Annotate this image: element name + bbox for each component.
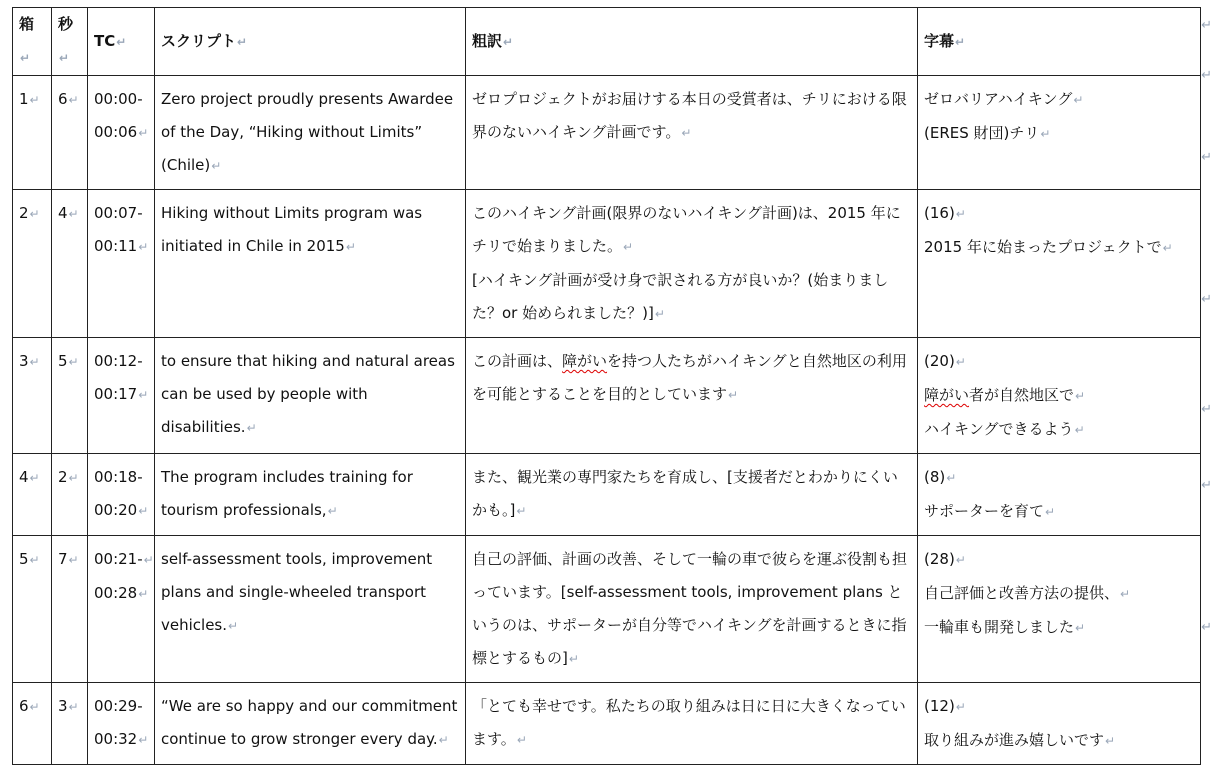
- cell-sec[interactable]: 7↵: [52, 536, 88, 683]
- row-end-mark: ↵: [1201, 292, 1212, 307]
- row-end-mark: ↵: [1201, 150, 1212, 165]
- cell-draft[interactable]: また、観光業の専門家たちを育成し、[支援者だとわかりにくいかも。]↵: [466, 454, 918, 536]
- table-row: [13, 536, 1201, 683]
- table-row: [13, 76, 1201, 190]
- header-row: [13, 8, 1201, 76]
- spellcheck-underline: 障がい: [562, 352, 608, 370]
- cell-script[interactable]: self-assessment tools, improvement plans and single-wheeled transport vehicles.↵: [155, 536, 466, 683]
- cell-tc[interactable]: 00:00- 00:06↵: [88, 76, 155, 190]
- cell-subtitle[interactable]: (16)↵ 2015 年に始まったプロジェクトで↵: [918, 190, 1201, 338]
- row-end-mark: ↵: [1201, 478, 1212, 493]
- cell-sec[interactable]: 6↵: [52, 76, 88, 190]
- cell-script[interactable]: “We are so happy and our commitment continue to grow stronger every day.↵: [155, 683, 466, 765]
- cell-subtitle[interactable]: (20)↵ 障がい者が自然地区で↵ ハイキングできるよう↵: [918, 338, 1201, 454]
- row-end-mark: ↵: [1201, 620, 1212, 635]
- cell-script[interactable]: to ensure that hiking and natural areas can be used by people with disabilities.↵: [155, 338, 466, 454]
- header-script[interactable]: スクリプト↵: [155, 8, 466, 76]
- subtitle-translation-table: [12, 7, 1201, 765]
- row-end-mark: ↵: [1201, 68, 1212, 83]
- row-end-mark: ↵: [1201, 18, 1212, 33]
- spellcheck-underline: 障がい: [924, 386, 970, 404]
- table-row: [13, 190, 1201, 338]
- header-subtitle[interactable]: 字幕↵: [918, 8, 1201, 76]
- cell-box[interactable]: 2↵: [13, 190, 52, 338]
- header-draft[interactable]: 粗訳↵: [466, 8, 918, 76]
- row-end-mark: ↵: [1201, 402, 1212, 417]
- cell-script[interactable]: The program includes training for tourism professionals,↵: [155, 454, 466, 536]
- cell-sec[interactable]: 5↵: [52, 338, 88, 454]
- cell-draft[interactable]: このハイキング計画(限界のないハイキング計画)は、2015 年にチリで始まりました。↵ [ハイキング計画が受け身で訳される方が良いか？(始まりました？or 始められました？)]↵: [466, 190, 918, 338]
- cell-script[interactable]: Hiking without Limits program was initiated in Chile in 2015↵: [155, 190, 466, 338]
- cell-tc[interactable]: 00:18- 00:20↵: [88, 454, 155, 536]
- cell-tc[interactable]: 00:12- 00:17↵: [88, 338, 155, 454]
- cell-box[interactable]: 5↵: [13, 536, 52, 683]
- cell-box[interactable]: 1↵: [13, 76, 52, 190]
- cell-sec[interactable]: 3↵: [52, 683, 88, 765]
- cell-tc[interactable]: 00:07- 00:11↵: [88, 190, 155, 338]
- cell-sec[interactable]: 4↵: [52, 190, 88, 338]
- table-row: [13, 338, 1201, 454]
- cell-draft[interactable]: ゼロプロジェクトがお届けする本日の受賞者は、チリにおける限界のないハイキング計画です。↵: [466, 76, 918, 190]
- table-row: [13, 683, 1201, 765]
- cell-draft[interactable]: 「とても幸せです。私たちの取り組みは日に日に大きくなっています。↵: [466, 683, 918, 765]
- cell-box[interactable]: 4↵: [13, 454, 52, 536]
- header-sec[interactable]: 秒↵: [52, 8, 88, 76]
- header-box[interactable]: 箱↵: [13, 8, 52, 76]
- cell-draft[interactable]: 自己の評価、計画の改善、そして一輪の車で彼らを運ぶ役割も担っています。[self-assessment tools, improvement plans というのは、サポーターが自分等でハイキングを計画するときに指標とするもの]↵: [466, 536, 918, 683]
- cell-subtitle[interactable]: ゼロバリアハイキング↵ (ERES 財団)チリ↵: [918, 76, 1201, 190]
- cell-sec[interactable]: 2↵: [52, 454, 88, 536]
- cell-subtitle[interactable]: (8)↵ サポーターを育て↵: [918, 454, 1201, 536]
- cell-tc[interactable]: 00:29- 00:32↵: [88, 683, 155, 765]
- cell-script[interactable]: Zero project proudly presents Awardee of the Day, “Hiking without Limits” (Chile)↵: [155, 76, 466, 190]
- header-tc[interactable]: TC↵: [88, 8, 155, 76]
- cell-box[interactable]: 3↵: [13, 338, 52, 454]
- cell-tc[interactable]: 00:21-↵ 00:28↵: [88, 536, 155, 683]
- cell-subtitle[interactable]: (12)↵ 取り組みが進み嬉しいです↵: [918, 683, 1201, 765]
- cell-subtitle[interactable]: (28)↵ 自己評価と改善方法の提供、↵ 一輪車も開発しました↵: [918, 536, 1201, 683]
- table-row: [13, 454, 1201, 536]
- cell-box[interactable]: 6↵: [13, 683, 52, 765]
- cell-draft[interactable]: この計画は、障がいを持つ人たちがハイキングと自然地区の利用を可能とすることを目的としています↵: [466, 338, 918, 454]
